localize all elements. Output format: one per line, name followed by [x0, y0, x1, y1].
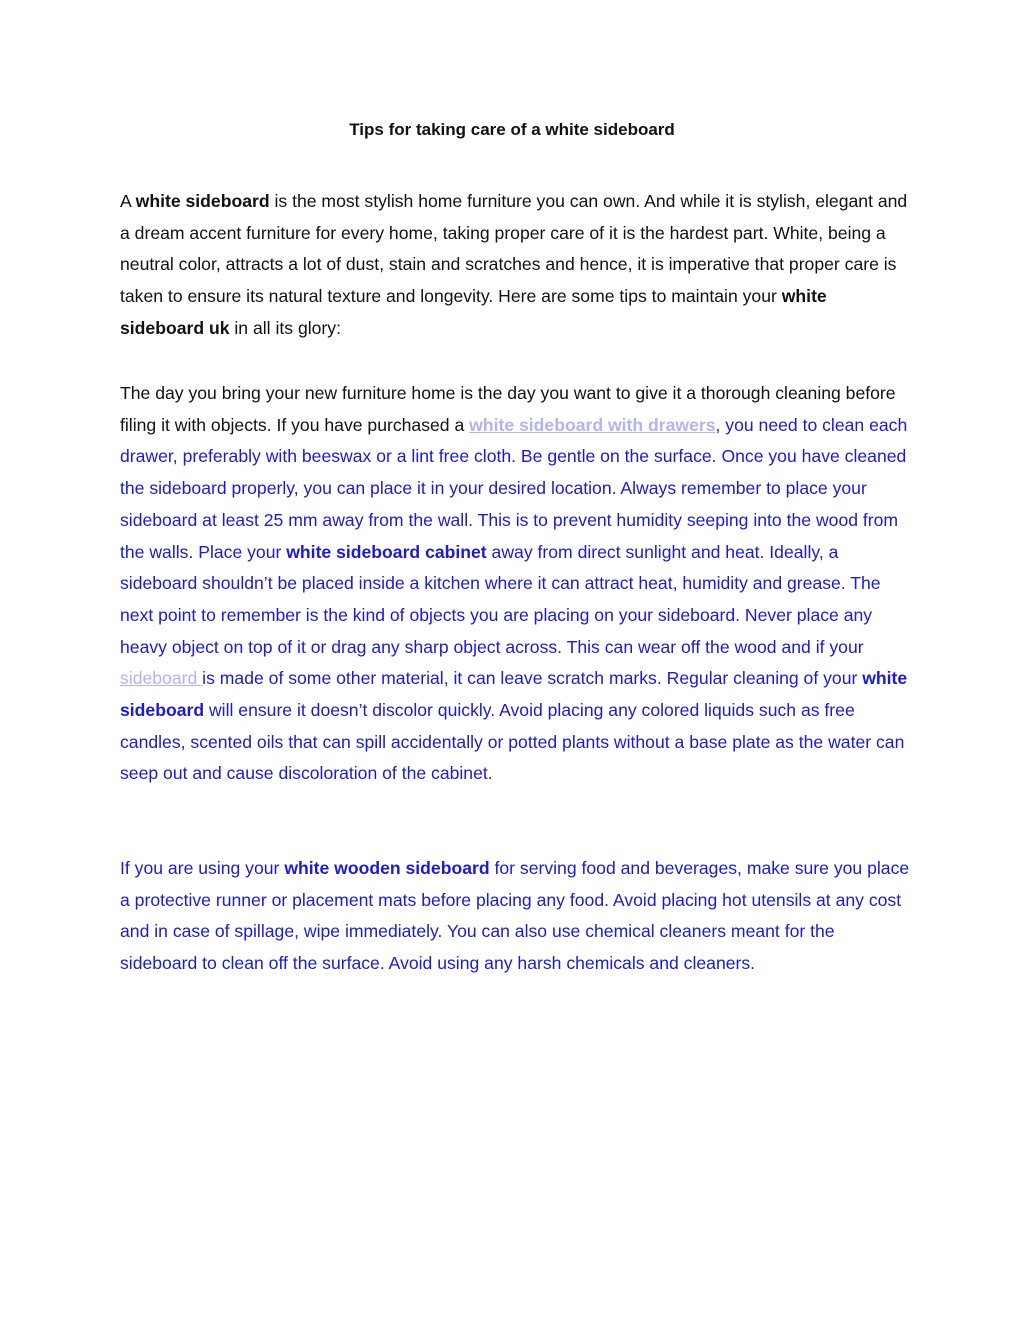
text-run: in all its glory:: [229, 317, 341, 338]
serving-paragraph: [120, 853, 910, 980]
white-sideboard-with-drawers-link[interactable]: white sideboard with drawers: [469, 414, 716, 435]
bold-phrase: white sideboard cabinet: [286, 541, 487, 562]
bold-phrase: white wooden sideboard: [284, 858, 490, 878]
text-run: is made of some other material, it can leave scratch marks. Regular cleaning of your: [202, 668, 863, 689]
text-run: away from direct sunlight and heat. Ideally, a sideboard shouldn’t be placed inside a kitchen where it can attract heat, humidity and grease. The next point to remember is the kind of objects you are placing on your sideboard. Never place any heavy object on top of it or drag any sharp object across. This can wear off the wood and if your: [120, 541, 881, 657]
text-run: will ensure it doesn’t discolor quickly. Avoid placing any colored liquids such as free candles, scented oils that can spill accidentally or potted plants without a base plate as the water can seep out and cause discoloration of the cabinet.: [120, 700, 905, 784]
bold-phrase: white sideboard uk: [120, 286, 827, 338]
intro-paragraph: [120, 186, 910, 345]
sideboard-link[interactable]: sideboard: [120, 668, 203, 689]
text-run: for serving food and beverages, make sure you place a protective runner or placement mats before placing any food. Avoid placing hot utensils at any cost and in case of spillage, wipe immediately. You can also use chemical cleaners meant for the sideboard to clean off the surface. Avoid using any harsh chemicals and cleaners.: [120, 858, 910, 974]
text-run: A: [120, 191, 136, 211]
bold-phrase: white sideboard: [120, 668, 908, 721]
cleaning-paragraph: [120, 378, 910, 790]
document-title: Tips for taking care of a white sideboard: [349, 120, 675, 139]
bold-phrase: white sideboard: [135, 191, 270, 211]
text-run: , you need to clean each drawer, preferably with beeswax or a lint free cloth. Be gentle on the surface. Once you have cleaned the sideboard properly, you can place it in your desired location. Always remember to place your sideboard at least 25 mm away from the wall. This is to prevent humidity seeping into the wood from the walls. Place your: [120, 414, 908, 562]
text-run: The day you bring your new furniture home is the day you want to give it a thorough cleaning before filing it with objects. If you have purchased a: [120, 383, 896, 435]
text-run: If you are using your: [120, 858, 285, 878]
text-run: is the most stylish home furniture you can own. And while it is stylish, elegant and a dream accent furniture for every home, taking proper care of it is the hardest part. White, being a neutral color, attracts a lot of dust, stain and scratches and hence, it is imperative that proper care is taken to ensure its natural texture and longevity. Here are some tips to maintain your: [120, 191, 908, 307]
